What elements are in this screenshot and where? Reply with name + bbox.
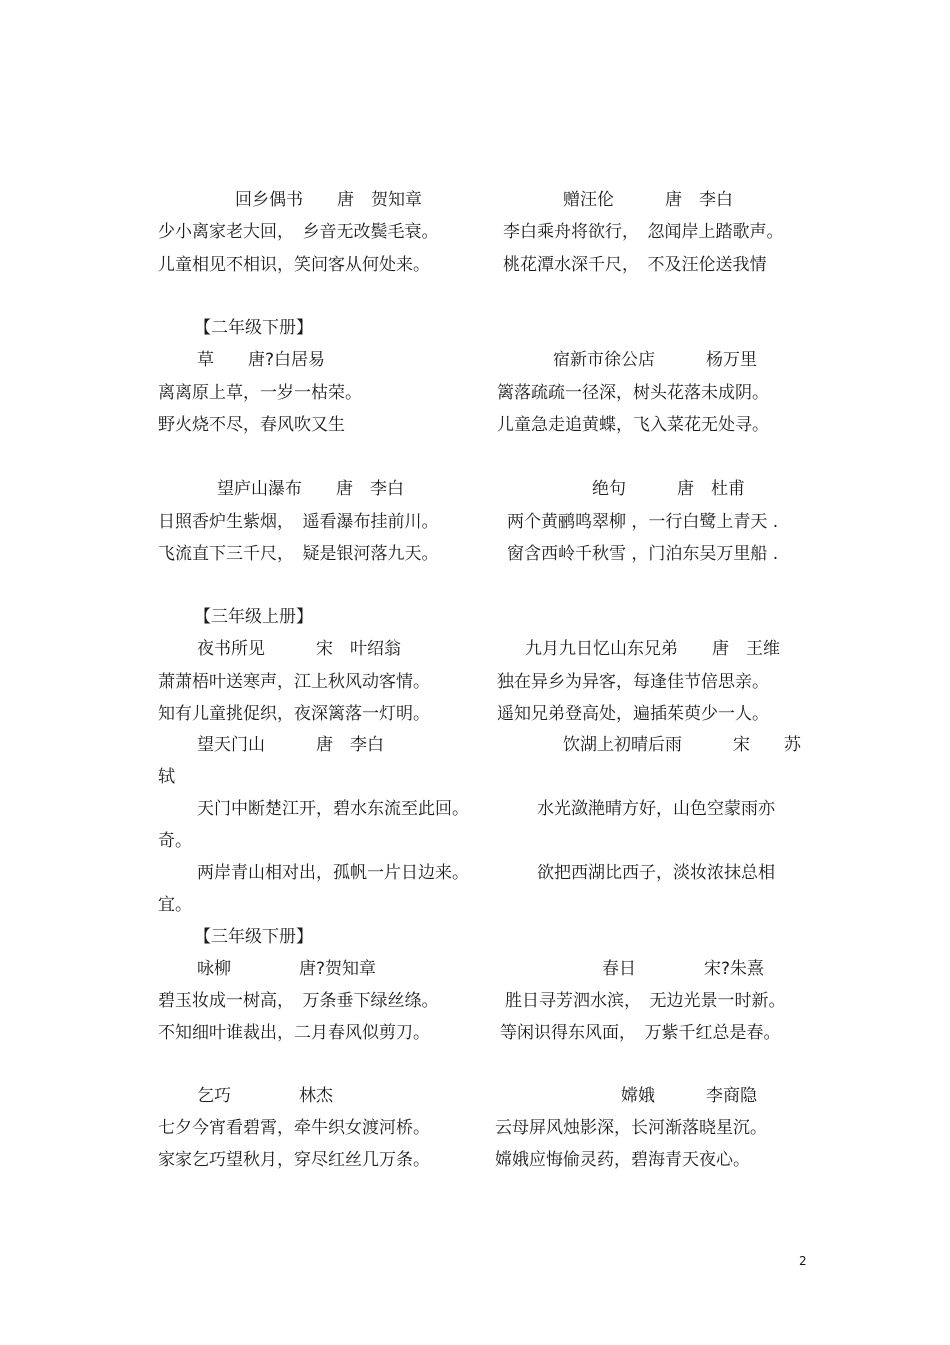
poem-line: 宜。 — [158, 895, 192, 915]
poem-line: 知有儿童挑促织，夜深篱落一灯明。 — [158, 704, 430, 724]
poem-line: 窗含西岭千秋雪 ，门泊东吴万里船 . — [507, 544, 779, 564]
poem-line: 萧萧梧叶送寒声，江上秋风动客情。 — [158, 672, 430, 692]
poem-title: 草 唐?白居易 — [197, 350, 326, 370]
poem-title: 咏柳 唐?贺知章 — [197, 959, 377, 979]
poem-line: 飞流直下三千尺， 疑是银河落九天。 — [158, 544, 439, 564]
poem-line: 天门中断楚江开，碧水东流至此回。 — [197, 799, 469, 819]
poem-line: 云母屏风烛影深，长河渐落晓星沉。 — [495, 1118, 767, 1138]
poem-title: 宿新市徐公店 杨万里 — [553, 350, 757, 370]
poem-line: 水光潋滟晴方好，山色空蒙雨亦 — [537, 799, 775, 819]
poem-line: 碧玉妆成一树高， 万条垂下绿丝绦。 — [158, 991, 439, 1011]
section-heading: 【三年级上册】 — [194, 607, 313, 627]
poem-title: 九月九日忆山东兄弟 唐 王维 — [525, 639, 780, 659]
poem-line: 桃花潭水深千尺， 不及汪伦送我情 — [503, 255, 767, 275]
poem-title: 望庐山瀑布 唐 李白 — [217, 479, 404, 499]
poem-title: 夜书所见 宋 叶绍翁 — [197, 639, 401, 659]
poem-line: 不知细叶谁裁出，二月春风似剪刀。 — [158, 1023, 430, 1043]
poem-line: 七夕今宵看碧霄，牵牛织女渡河桥。 — [158, 1118, 430, 1138]
poem-line: 野火烧不尽，春风吹又生 — [158, 415, 345, 435]
poem-line: 儿童相见不相识，笑问客从何处来。 — [158, 255, 430, 275]
poem-line: 家家乞巧望秋月，穿尽红丝几万条。 — [158, 1150, 430, 1170]
poem-line: 等闲识得东风面， 万紫千红总是春。 — [500, 1023, 781, 1043]
poem-title: 春日 宋?朱熹 — [602, 959, 765, 979]
poem-line: 儿童急走追黄蝶，飞入菜花无处寻。 — [497, 415, 769, 435]
section-heading: 【二年级下册】 — [194, 318, 313, 338]
poem-title: 望天门山 唐 李白 — [197, 735, 384, 755]
poem-title: 绝句 唐 杜甫 — [592, 479, 745, 499]
poem-line: 奇。 — [158, 831, 192, 851]
poem-title: 赠汪伦 唐 李白 — [563, 190, 733, 210]
poem-line: 嫦娥应悔偷灵药，碧海青天夜心。 — [495, 1150, 750, 1170]
page-number: 2 — [799, 1254, 807, 1268]
poem-line: 离离原上草，一岁一枯荣。 — [158, 383, 362, 403]
poem-title: 嫦娥 李商隐 — [621, 1086, 757, 1106]
poem-title: 回乡偶书 唐 贺知章 — [235, 190, 422, 210]
poem-line: 少小离家老大回， 乡音无改鬓毛衰。 — [158, 222, 439, 242]
poem-title: 饮湖上初晴后雨 宋 苏 — [563, 735, 801, 755]
section-heading: 【三年级下册】 — [194, 927, 313, 947]
poem-line: 欲把西湖比西子，淡妆浓抹总相 — [537, 863, 775, 883]
poem-line: 李白乘舟将欲行， 忽闻岸上踏歌声。 — [503, 222, 784, 242]
poem-line: 轼 — [158, 767, 175, 787]
poem-line: 两岸青山相对出，孤帆一片日边来。 — [197, 863, 469, 883]
poem-line: 两个黄鹂鸣翠柳 ，一行白鹭上青天 . — [507, 512, 779, 532]
poem-line: 篱落疏疏一径深，树头花落未成阴。 — [497, 383, 769, 403]
poem-line: 胜日寻芳泗水滨， 无边光景一时新。 — [505, 991, 786, 1011]
poem-line: 遥知兄弟登高处，遍插茱萸少一人。 — [497, 704, 769, 724]
poem-line: 独在异乡为异客，每逢佳节倍思亲。 — [497, 672, 769, 692]
poem-title: 乞巧 林杰 — [197, 1086, 333, 1106]
poem-line: 日照香炉生紫烟， 遥看瀑布挂前川。 — [158, 512, 439, 532]
